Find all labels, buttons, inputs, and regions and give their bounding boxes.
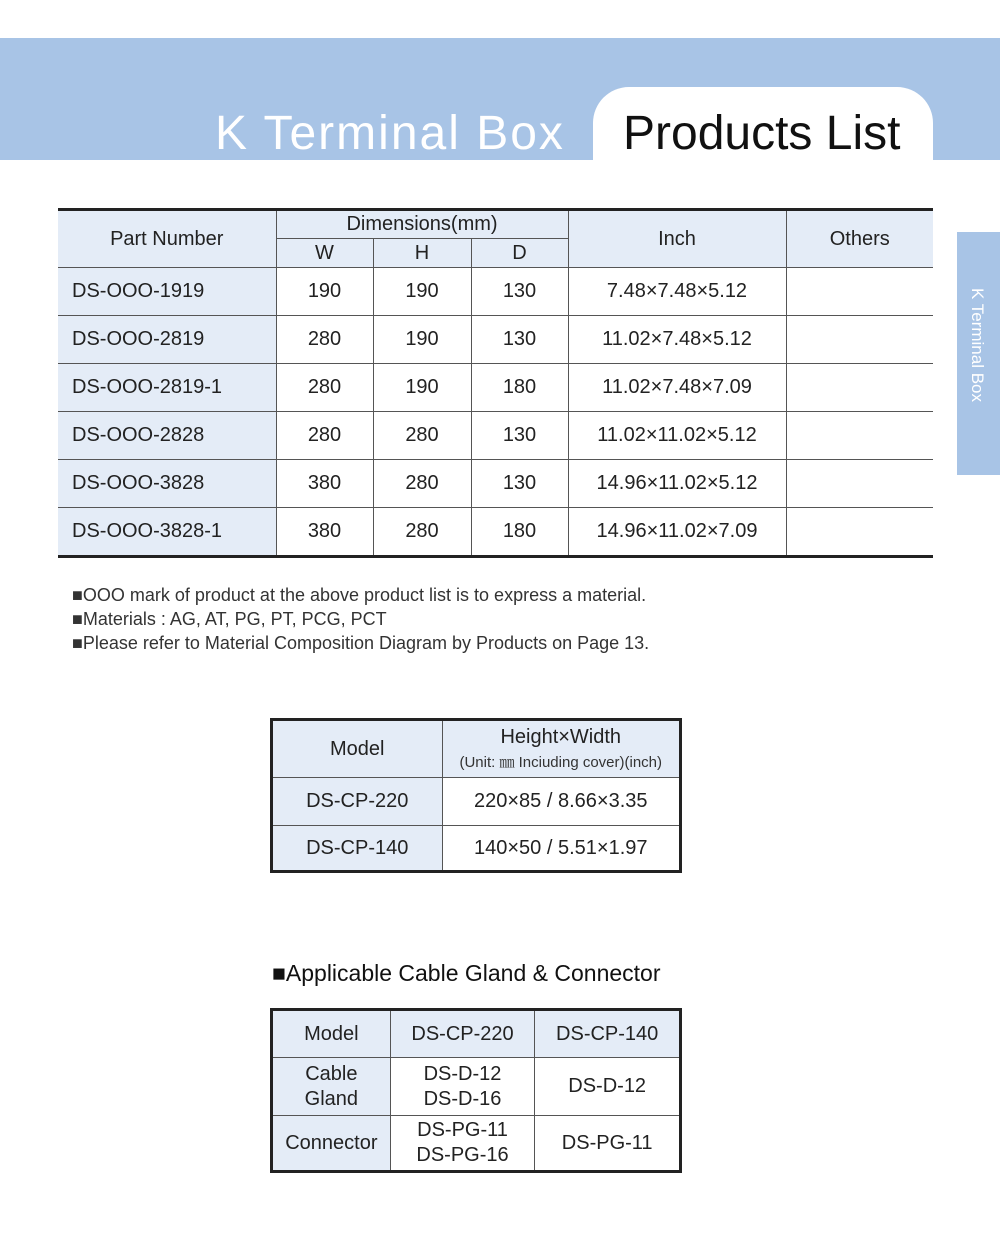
w-cell: 190 [276,268,373,316]
connector-label: Connector [272,1116,391,1172]
h-cell: 280 [373,460,471,508]
cable-section-title: ■Applicable Cable Gland & Connector [272,960,661,986]
part-number-cell: DS-OOO-3828-1 [58,508,276,557]
col-dimensions-header: Dimensions(mm) [276,210,568,239]
cable-gland-a-line: DS-D-16 [423,1087,502,1110]
others-cell [786,508,933,557]
w-cell: 280 [276,316,373,364]
others-cell [786,316,933,364]
connector-b-cell: DS-PG-11 [535,1116,681,1172]
cover-model-cell: DS-CP-220 [272,778,443,826]
cable-gland-table [270,1008,682,1173]
inch-cell: 11.02×7.48×5.12 [568,316,786,364]
w-cell: 380 [276,508,373,557]
d-cell: 130 [471,412,568,460]
w-cell: 380 [276,460,373,508]
d-cell: 130 [471,316,568,364]
part-number-cell: DS-OOO-1919 [58,268,276,316]
note-item: ■Please refer to Material Composition Diagram by Products on Page 13. [72,633,650,653]
cable-gland-a-cell [390,1058,535,1116]
others-cell [786,412,933,460]
part-number-cell: DS-OOO-2819-1 [58,364,276,412]
cover-size-unit-label: (Unit: ㎜ Inciuding cover)(inch) [459,754,663,771]
col-others-header: Others [786,210,933,268]
cover-model-header: Model [272,720,443,778]
h-cell: 190 [373,316,471,364]
table-row [272,1058,681,1116]
col-inch-header: Inch [568,210,786,268]
cable-gland-b-cell: DS-D-12 [535,1058,681,1116]
notes-list [72,583,649,655]
cable-gland-label [272,1058,391,1116]
side-section-tab [957,232,1000,475]
cable-col-a-header: DS-CP-220 [390,1010,535,1058]
others-cell [786,268,933,316]
d-cell: 130 [471,268,568,316]
cable-col-b-header: DS-CP-140 [535,1010,681,1058]
cable-model-header: Model [272,1010,391,1058]
part-number-cell: DS-OOO-2819 [58,316,276,364]
inch-cell: 14.96×11.02×7.09 [568,508,786,557]
cable-gland-a-line: DS-D-12 [423,1062,502,1085]
table-row [58,268,933,316]
note-item: ■Materials : AG, AT, PG, PT, PCG, PCT [72,609,387,629]
col-part-number-header: Part Number [58,210,276,268]
inch-cell: 14.96×11.02×5.12 [568,460,786,508]
h-cell: 190 [373,268,471,316]
others-cell [786,460,933,508]
connector-a-cell [390,1116,535,1172]
inch-cell: 7.48×7.48×5.12 [568,268,786,316]
cable-gland-label-line: Gland [304,1087,359,1110]
d-cell: 180 [471,508,568,557]
d-cell: 130 [471,460,568,508]
table-row [58,316,933,364]
table-row [58,364,933,412]
cover-size-header [442,720,681,778]
table-row [272,826,681,872]
table-row [58,460,933,508]
col-d-header: D [471,239,568,268]
col-h-header: H [373,239,471,268]
table-row [58,508,933,557]
cover-size-table [270,718,682,873]
d-cell: 180 [471,364,568,412]
cover-model-cell: DS-CP-140 [272,826,443,872]
connector-a-line: DS-PG-11 [417,1119,508,1141]
inch-cell: 11.02×11.02×5.12 [568,412,786,460]
page-title-left: K Terminal Box [215,107,565,160]
table-row [272,778,681,826]
table-row [58,412,933,460]
h-cell: 280 [373,412,471,460]
note-item: ■OOO mark of product at the above product list is to express a material. [72,585,647,605]
inch-cell: 11.02×7.48×7.09 [568,364,786,412]
w-cell: 280 [276,364,373,412]
others-cell [786,364,933,412]
h-cell: 190 [373,364,471,412]
table-row [272,1116,681,1172]
connector-a-line: DS-PG-16 [416,1144,509,1166]
products-table [58,208,933,558]
page-title-right: Products List [623,107,901,160]
side-tab-label: K Terminal Box [968,288,987,403]
part-number-cell: DS-OOO-3828 [58,460,276,508]
cover-size-header-label: Height×Width [500,726,622,748]
cover-size-cell: 220×85 / 8.66×3.35 [442,778,681,826]
cable-gland-label-line: Cable [305,1062,358,1085]
h-cell: 280 [373,508,471,557]
col-w-header: W [276,239,373,268]
cover-size-cell: 140×50 / 5.51×1.97 [442,826,681,872]
w-cell: 280 [276,412,373,460]
part-number-cell: DS-OOO-2828 [58,412,276,460]
